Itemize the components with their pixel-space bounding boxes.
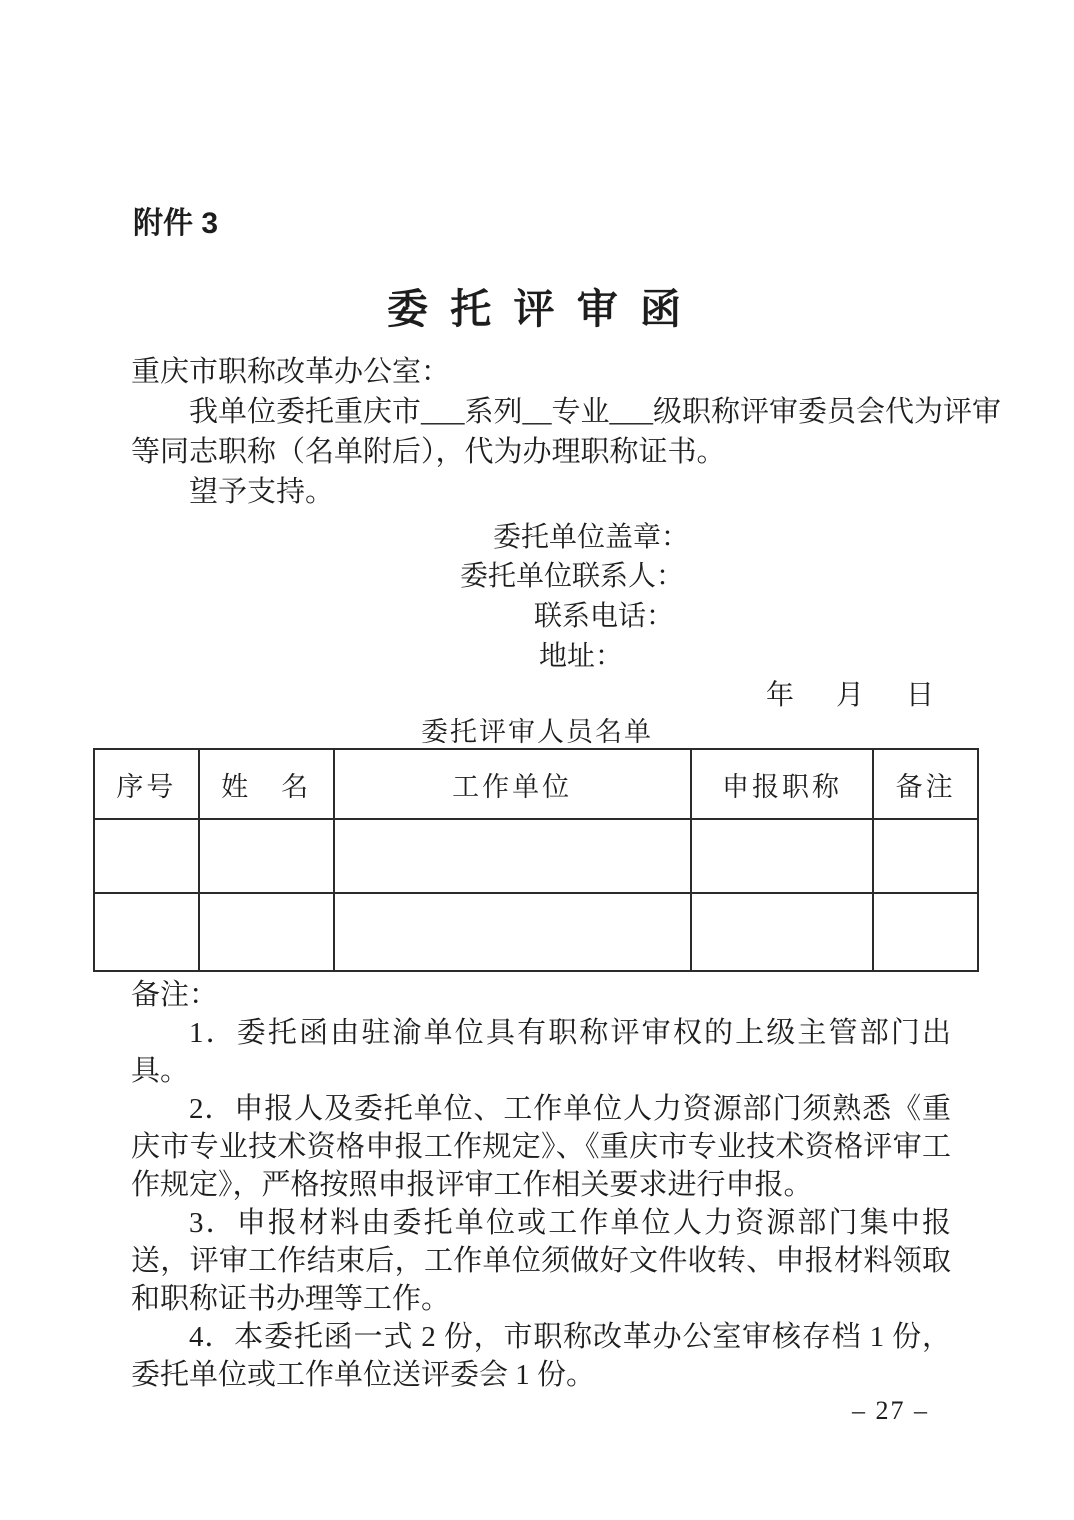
note-item-3: 3．申报材料由委托单位或工作单位人力资源部门集中报送，评审工作结束后，工作单位须做好文件收转、申报材料领取和职称证书办理等工作。 bbox=[131, 1207, 951, 1315]
table-cell bbox=[94, 819, 199, 893]
table-cell bbox=[691, 893, 874, 971]
body-line-2: 等同志职称（名单附后），代为办理职称证书。 bbox=[131, 436, 726, 468]
body-line-3: 望予支持。 bbox=[189, 476, 335, 508]
roster-table-title: 委托评审人员名单 bbox=[421, 717, 653, 747]
letter-body bbox=[131, 352, 1002, 512]
roster-header-name: 姓 名 bbox=[199, 749, 334, 819]
table-cell bbox=[334, 819, 691, 893]
signature-contact-label: 委托单位联系人： bbox=[460, 561, 685, 592]
table-cell bbox=[334, 893, 691, 971]
table-cell bbox=[873, 893, 978, 971]
roster-header-workunit: 工作单位 bbox=[334, 749, 691, 819]
note-item-4: 4．本委托函一式 2 份，市职称改革办公室审核存档 1 份，委托单位或工作单位送评委会 1 份。 bbox=[131, 1321, 951, 1391]
table-row bbox=[94, 893, 978, 971]
note-item-1: 1．委托函由驻渝单位具有职称评审权的上级主管部门出具。 bbox=[131, 1017, 951, 1087]
table-cell bbox=[873, 819, 978, 893]
attachment-label: 附件 3 bbox=[133, 207, 219, 240]
notes-section bbox=[131, 976, 951, 1394]
signature-address-label: 地址： bbox=[539, 641, 624, 672]
table-cell bbox=[691, 819, 874, 893]
page-title: 委 托 评 审 函 bbox=[387, 286, 687, 332]
roster-header-row bbox=[94, 749, 978, 819]
roster-header-remark: 备注 bbox=[873, 749, 978, 819]
note-item-2: 2．申报人及委托单位、工作单位人力资源部门须熟悉《重庆市专业技术资格申报工作规定》、《重庆市专业技术资格评审工作规定》，严格按照申报评审工作相关要求进行申报。 bbox=[131, 1093, 951, 1201]
notes-label: 备注： bbox=[131, 979, 219, 1011]
table-cell bbox=[199, 819, 334, 893]
body-line-1: 我单位委托重庆市___系列__专业___级职称评审委员会代为评审 bbox=[189, 396, 1002, 428]
signature-phone-label: 联系电话： bbox=[534, 601, 675, 632]
roster-header-title: 申报职称 bbox=[691, 749, 874, 819]
table-row bbox=[94, 819, 978, 893]
signature-date-line: 年 月 日 bbox=[766, 680, 935, 711]
page-number: – 27 – bbox=[852, 1396, 929, 1425]
table-cell bbox=[94, 893, 199, 971]
signature-stamp-label: 委托单位盖章： bbox=[493, 522, 690, 553]
roster-table bbox=[93, 748, 979, 972]
salutation: 重庆市职称改革办公室： bbox=[131, 356, 451, 388]
table-cell bbox=[199, 893, 334, 971]
roster-header-seq: 序号 bbox=[94, 749, 199, 819]
